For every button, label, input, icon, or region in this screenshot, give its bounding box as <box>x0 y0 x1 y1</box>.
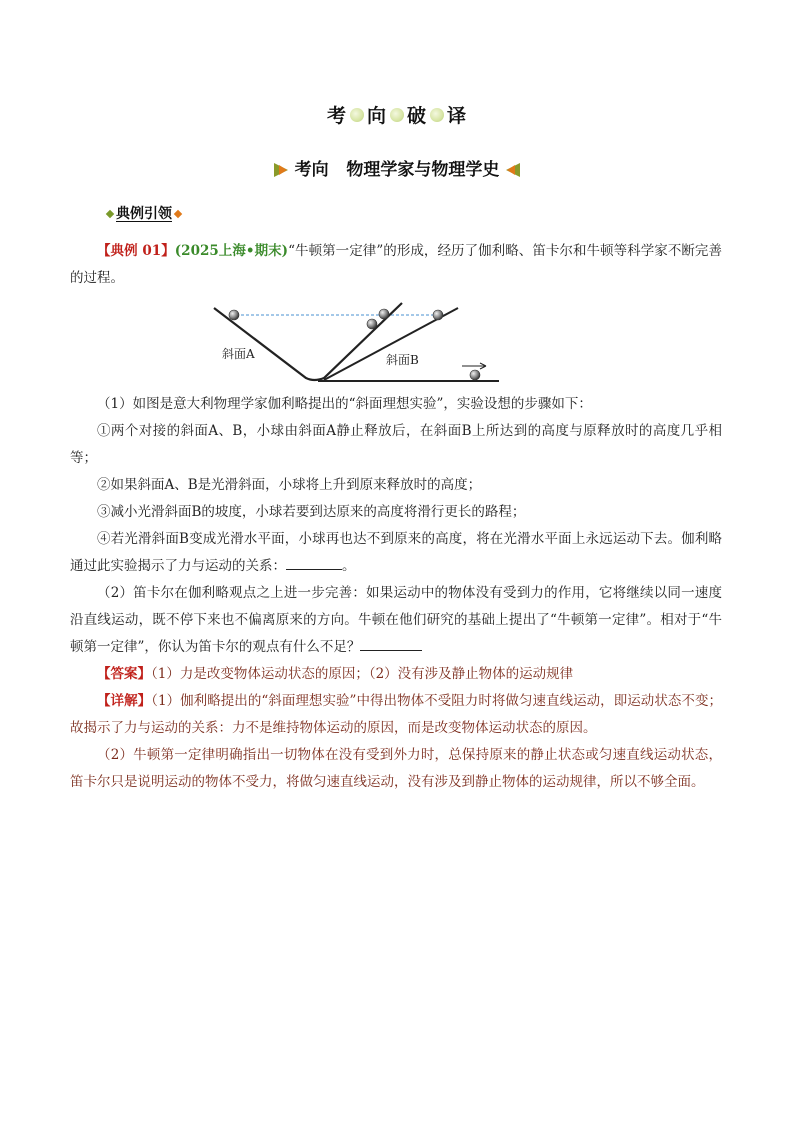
title-dot-icon <box>390 108 404 122</box>
step-1: ①两个对接的斜面A、B，小球由斜面A静止释放后，在斜面B上所达到的高度与原释放时的高度几乎相等； <box>70 423 722 466</box>
answer-text: （1）力是改变物体运动状态的原因；（2）没有涉及静止物体的运动规律 <box>151 666 574 682</box>
step-2: ②如果斜面A、B是光滑斜面，小球将上升到原来释放时的高度； <box>97 477 482 493</box>
title-dot-icon <box>430 108 444 122</box>
answer-tag: 【答案】 <box>97 666 151 682</box>
detail-paragraph-1 <box>70 688 722 742</box>
subheading-label: 典例引领 <box>116 206 172 222</box>
ball-icon <box>229 310 239 320</box>
title-char-4: 译 <box>447 105 468 127</box>
diamond-icon <box>174 210 182 218</box>
q2-text: （2）笛卡尔在伽利略观点之上进一步完善：如果运动中的物体没有受到力的作用，它将继续以同一速度沿直线运动，既不停下来也不偏离原来的方向。牛顿在他们研究的基础上提出了“牛顿第一定律”。相对于“牛顿第一定律”，你认为笛卡尔的观点有什么不足？ <box>70 585 722 655</box>
step-3: ③减小光滑斜面B的坡度，小球若要到达原来的高度将滑行更长的路程； <box>97 504 526 520</box>
diamond-icon <box>106 210 114 218</box>
arrow-right-accent-icon <box>279 165 287 175</box>
answer-paragraph <box>70 661 722 688</box>
detail-text-1: （1）伽利略提出的“斜面理想实验”中得出物体不受阻力时将做匀速直线运动，即运动状态不变；故揭示了力与运动的关系：力不是维持物体运动的原因，而是改变物体运动状态的原因。 <box>70 693 722 736</box>
page-title <box>0 101 794 128</box>
ball-icon <box>379 309 389 319</box>
step-4 <box>70 526 722 580</box>
ball-icon <box>433 310 443 320</box>
answer-blank-2 <box>360 634 422 651</box>
step-4-text: ④若光滑斜面B变成光滑水平面，小球再也达不到原来的高度，将在光滑水平面上永远运动下去。伽利略通过此实验揭示了力与运动的关系： <box>70 531 722 574</box>
label-incline-a: 斜面A <box>222 347 255 361</box>
step-4-end: 。 <box>342 558 356 574</box>
example-tag: 【典例 01】 <box>97 243 175 259</box>
title-dot-icon <box>350 108 364 122</box>
example-intro <box>70 238 722 292</box>
ball-icon <box>470 370 480 380</box>
section-heading-text: 考向 物理学家与物理学史 <box>294 160 500 180</box>
answer-blank-1 <box>286 553 342 570</box>
section-heading <box>0 155 794 180</box>
subheading <box>104 203 184 223</box>
arrow-left-accent-icon <box>507 165 515 175</box>
title-char-1: 考 <box>326 105 347 127</box>
ball-icon <box>367 319 377 329</box>
example-intro-text: “牛顿第一定律”的形成，经历了伽利略、笛卡尔和牛顿等科学家不断完善的过程。 <box>70 243 722 286</box>
question-body <box>70 391 722 796</box>
q2 <box>70 580 722 661</box>
title-char-2: 向 <box>366 105 387 127</box>
example-source: (2025上海•期末) <box>174 243 289 259</box>
title-char-3: 破 <box>407 105 428 127</box>
inclined-plane-figure <box>206 296 506 388</box>
q1-intro: （1）如图是意大利物理学家伽利略提出的“斜面理想实验”，实验设想的步骤如下： <box>97 396 592 412</box>
detail-tag: 【详解】 <box>97 693 152 709</box>
label-incline-b: 斜面B <box>386 353 419 367</box>
detail-paragraph-2: （2）牛顿第一定律明确指出一切物体在没有受到外力时，总保持原来的静止状态或匀速直线运动状态，笛卡尔只是说明运动的物体不受力，将做匀速直线运动，没有涉及到静止物体的运动规律，所以不够全面。 <box>70 747 722 790</box>
example-intro-paragraph <box>70 238 722 292</box>
